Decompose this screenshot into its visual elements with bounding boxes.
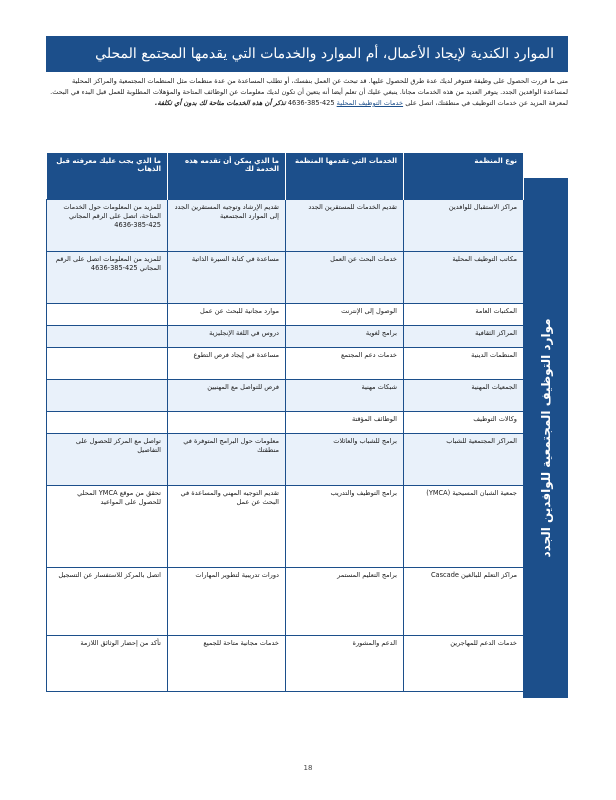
intro-paragraph [46, 76, 568, 109]
table-cell: الدعم والمشورة [286, 636, 404, 692]
header-org-type: نوع المنظمة [404, 153, 524, 200]
header-benefit: ما الذي يمكن أن تقدمه هذه الخدمة لك [168, 153, 286, 200]
table-cell: مراكز الاستقبال للوافدين [404, 200, 524, 252]
table-cell: خدمات الدعم للمهاجرين [404, 636, 524, 692]
table-cell: الوصول إلى الإنترنت [286, 304, 404, 326]
intro-phone: 425-385-4636 [287, 99, 335, 107]
table-cell: خدمات مجانية متاحة للجميع [168, 636, 286, 692]
table-cell: للمزيد من المعلومات حول الخدمات المتاحة، اتصل على الرقم المجاني 425-385-4636 [47, 200, 168, 252]
page-number: 18 [303, 764, 313, 772]
table-row [47, 200, 524, 252]
table-cell [47, 412, 168, 434]
table-cell: معلومات حول البرامج المتوفرة في منطقتك [168, 434, 286, 486]
table-cell: خدمات البحث عن العمل [286, 252, 404, 304]
table-cell: تواصل مع المركز للحصول على التفاصيل [47, 434, 168, 486]
table-row [47, 380, 524, 412]
table-cell: مساعدة في كتابة السيرة الذاتية [168, 252, 286, 304]
header-know-before: ما الذي يجب عليك معرفته قبل الذهاب [47, 153, 168, 200]
table-cell: شبكات مهنية [286, 380, 404, 412]
employment-services-link[interactable]: خدمات التوظيف المحلية [336, 99, 404, 107]
sidebar-label: موارد التوظيف المجتمعية للوافدين الجدد [538, 318, 553, 558]
table-cell: مساعدة في إيجاد فرص التطوع [168, 348, 286, 380]
table-cell: خدمات دعم المجتمع [286, 348, 404, 380]
table-cell: المنظمات الدينية [404, 348, 524, 380]
table-cell [47, 380, 168, 412]
table-row [47, 348, 524, 380]
table-cell: دورات تدريبية لتطوير المهارات [168, 568, 286, 636]
table-cell: الوظائف المؤقتة [286, 412, 404, 434]
table-cell: جمعية الشبان المسيحية (YMCA) [404, 486, 524, 568]
table-cell: للمزيد من المعلومات اتصل على الرقم المجاني 425-385-4636 [47, 252, 168, 304]
table-row [47, 252, 524, 304]
table-cell: برامج التوظيف والتدريب [286, 486, 404, 568]
page-title: الموارد الكندية لإيجاد الأعمال، أم الموارد والخدمات التي يقدمها المجتمع المحلي [95, 46, 554, 62]
table-cell: المراكز الثقافية [404, 326, 524, 348]
table-cell: برامج لغوية [286, 326, 404, 348]
table-header-row [47, 153, 524, 200]
table-cell: موارد مجانية للبحث عن عمل [168, 304, 286, 326]
table-cell: تقديم التوجيه المهني والمساعدة في البحث عن عمل [168, 486, 286, 568]
table-cell: دروس في اللغة الإنجليزية [168, 326, 286, 348]
table-cell [168, 412, 286, 434]
resources-table-wrapper [46, 153, 568, 692]
table-cell [47, 304, 168, 326]
table-row [47, 304, 524, 326]
table-cell: تحقق من موقع YMCA المحلي للحصول على المواعيد [47, 486, 168, 568]
resources-table [46, 153, 524, 692]
table-cell: تقديم الخدمات للمستقرين الجدد [286, 200, 404, 252]
table-row [47, 568, 524, 636]
table-cell: برامج للشباب والعائلات [286, 434, 404, 486]
table-cell: اتصل بالمركز للاستفسار عن التسجيل [47, 568, 168, 636]
table-cell [47, 348, 168, 380]
table-cell: برامج التعليم المستمر [286, 568, 404, 636]
table-row [47, 434, 524, 486]
table-cell: المراكز المجتمعية للشباب [404, 434, 524, 486]
table-cell: الجمعيات المهنية [404, 380, 524, 412]
table-row [47, 412, 524, 434]
table-row [47, 486, 524, 568]
table-cell: مراكز التعلم للبالغين Cascade [404, 568, 524, 636]
table-cell: تأكد من إحضار الوثائق اللازمة [47, 636, 168, 692]
header-services: الخدمات التي تقدمها المنظمة [286, 153, 404, 200]
intro-emphasis: تذكر أن هذه الخدمات متاحة لك بدون أي تكلفة. [154, 99, 286, 107]
table-row [47, 636, 524, 692]
page-title-banner [46, 36, 568, 72]
table-cell: تقديم الإرشاد وتوجيه المستقرين الجدد إلى الموارد المجتمعية [168, 200, 286, 252]
table-cell: المكتبات العامة [404, 304, 524, 326]
table-cell: مكاتب التوظيف المحلية [404, 252, 524, 304]
intro-text: متى ما قررت الحصول على وظيفة فتتوفر لديك عدة طرق للحصول عليها. قد تبحث عن العمل بنفسك، أو تطلب المساعدة من عدة منظمات مثل المنظمات المجتمعية والمراكز المحلية لمساعدة الوافدين الجدد. يتوفر العديد من هذه الخدمات مجانا. ينبغي عليك أن تعلم أيضا أنه يتعين أن تكون لديك معلومات عن الوظائف المتاحة والمؤهلات المطلوبة للعمل قبل البدء في البحث. لمعرفة المزيد عن خدمات التوظيف في منطقتك، اتصل على [50, 77, 568, 107]
table-row [47, 326, 524, 348]
table-cell [47, 326, 168, 348]
table-cell: وكالات التوظيف [404, 412, 524, 434]
table-cell: فرص للتواصل مع المهنيين [168, 380, 286, 412]
